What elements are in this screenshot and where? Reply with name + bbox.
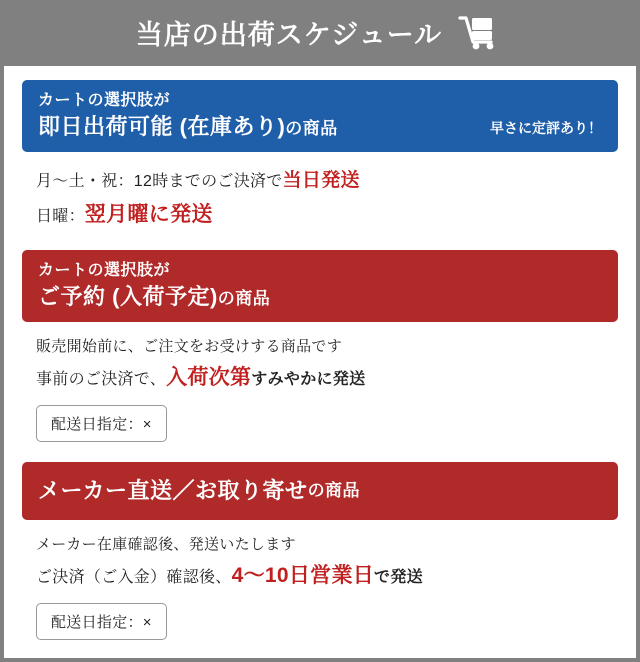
section-in-stock-banner (22, 80, 618, 152)
detail-prefix: ご決済（ご入金）確認後、 (36, 569, 232, 587)
detail-suffix: すみやかに発送 (251, 371, 366, 389)
section-reservation-details (22, 322, 618, 448)
delivery-date-badge: 配送日指定：× (36, 603, 167, 640)
banner-text (38, 260, 602, 312)
detail-prefix: 事前のご決済で、 (36, 371, 167, 389)
section-direct-shipping-banner (22, 462, 618, 520)
detail-row (36, 558, 606, 595)
delivery-date-badge: 配送日指定：× (36, 405, 167, 442)
detail-prefix: 販売開始前に、ご注文をお受けする商品です (36, 338, 343, 356)
delivery-truck-icon (458, 16, 504, 55)
detail-row (36, 197, 606, 234)
section-in-stock (22, 80, 618, 240)
banner-title-suffix: の商品 (285, 119, 338, 139)
detail-row (36, 334, 606, 360)
section-reservation-banner (22, 250, 618, 322)
spacer (22, 448, 618, 462)
banner-title-suffix: の商品 (307, 480, 361, 500)
detail-row (36, 164, 606, 197)
banner-title (38, 282, 602, 312)
banner-title-main: 即日出荷可能 (在庫あり) (38, 114, 286, 140)
banner-subtitle: カートの選択肢が (38, 262, 171, 280)
detail-row (36, 532, 606, 558)
section-in-stock-details (22, 152, 618, 240)
detail-prefix: 日曜： (36, 208, 85, 226)
page-header (4, 4, 636, 66)
banner-subtitle: カートの選択肢が (38, 92, 171, 109)
detail-highlight: 入荷次第 (166, 366, 252, 390)
page-title: 当店の出荷スケジュール (135, 19, 443, 50)
detail-suffix: で発送 (374, 569, 423, 587)
detail-highlight: 4〜10日営業日 (231, 564, 375, 588)
detail-prefix: メーカー在庫確認後、発送いたします (36, 535, 296, 553)
detail-highlight: 翌月曜に発送 (84, 203, 213, 227)
banner-title-main: ご予約 (入荷予定) (38, 284, 218, 310)
banner-text (38, 90, 478, 142)
detail-row (36, 360, 606, 397)
banner-title-main: メーカー直送／お取り寄せ (38, 478, 308, 504)
schedule-content (4, 66, 636, 646)
section-reservation (22, 250, 618, 448)
section-direct-shipping (22, 462, 618, 646)
section-direct-shipping-details (22, 520, 618, 646)
spacer (22, 240, 618, 250)
banner-title-suffix: の商品 (217, 289, 271, 309)
detail-prefix: 月〜土・祝：12時までのご決済で (36, 173, 283, 191)
detail-highlight: 当日発送 (282, 170, 360, 192)
banner-note: 早さに定評あり！ (490, 120, 602, 137)
banner-title (38, 112, 478, 142)
